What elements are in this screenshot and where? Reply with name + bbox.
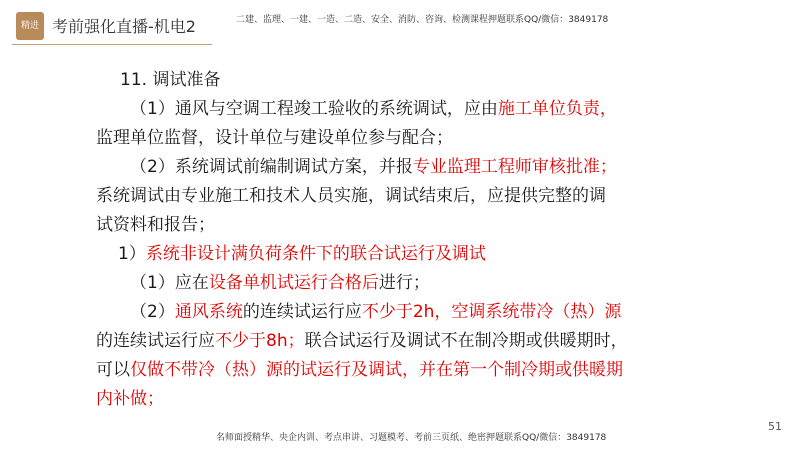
text-run: （2）系统调试前编制调试方案，并报 [130,157,413,177]
paragraph-2-line-3 [96,211,656,240]
text-run: 可以 [96,360,130,380]
text-run: 的连续试运行应 [96,331,215,351]
highlight-text: 仅做不带冷（热）源的试运行及调试，并在第一个制冷期或供暖期 [130,360,623,380]
subsection-1-item-1 [96,269,656,298]
subsection-1-item-2-line-1 [96,298,656,327]
text-run: 试资料和报告； [96,215,215,235]
subsection-1-title [96,240,656,269]
highlight-text: 设备单机试运行合格后 [208,273,379,293]
text-run: （1）应在 [130,273,209,293]
highlight-text: 内补做； [96,389,164,409]
text-run: 1） [118,244,146,264]
highlight-text: 施工单位负责， [497,99,617,119]
text-run: 进行； [378,273,430,293]
text-run: 联合试运行及调试不在制冷期或供暖期时， [304,331,628,351]
subsection-1-item-2-line-2 [96,327,656,356]
subsection-1-item-2-line-3 [96,356,656,385]
section-heading [96,66,656,95]
page-number: 51 [768,420,782,433]
text-run: 监理单位监督，设计单位与建设单位参与配合； [96,128,453,148]
subsection-1-item-2-line-4 [96,385,656,414]
top-advert-text: 二建、监理、一建、一造、二造、安全、消防、咨询、检测课程押题联系QQ/微信：3849178 [236,15,609,25]
highlight-text: 不少于2h，空调系统带冷（热）源 [361,302,622,322]
bottom-advert-text: 名师面授精华、央企内训、考点串讲、习题模考、考前三页纸、绝密押题联系QQ/微信：3849178 [216,433,607,443]
heading-text: 11. 调试准备 [120,70,221,90]
highlight-text: 专业监理工程师审核批准； [412,157,617,177]
text-run: 系统调试由专业施工和技术人员实施，调试结束后，应提供完整的调 [96,186,606,206]
paragraph-1-line-1 [96,95,656,124]
highlight-text: 不少于8h； [215,331,305,351]
text-run: （2） [130,302,175,322]
logo-badge: 精进 [16,12,44,40]
paragraph-1-line-2 [96,124,656,153]
highlight-text: 通风系统 [174,302,243,322]
text-run: 的连续试运行应 [242,302,362,322]
paragraph-2-line-2 [96,182,656,211]
paragraph-2-line-1 [96,153,656,182]
course-title: 考前强化直播-机电2 [52,17,196,36]
highlight-text: 系统非设计满负荷条件下的联合试运行及调试 [145,244,486,264]
header-divider [12,44,212,45]
slide-content [96,66,656,414]
text-run: （1）通风与空调工程竣工验收的系统调试，应由 [130,99,498,119]
